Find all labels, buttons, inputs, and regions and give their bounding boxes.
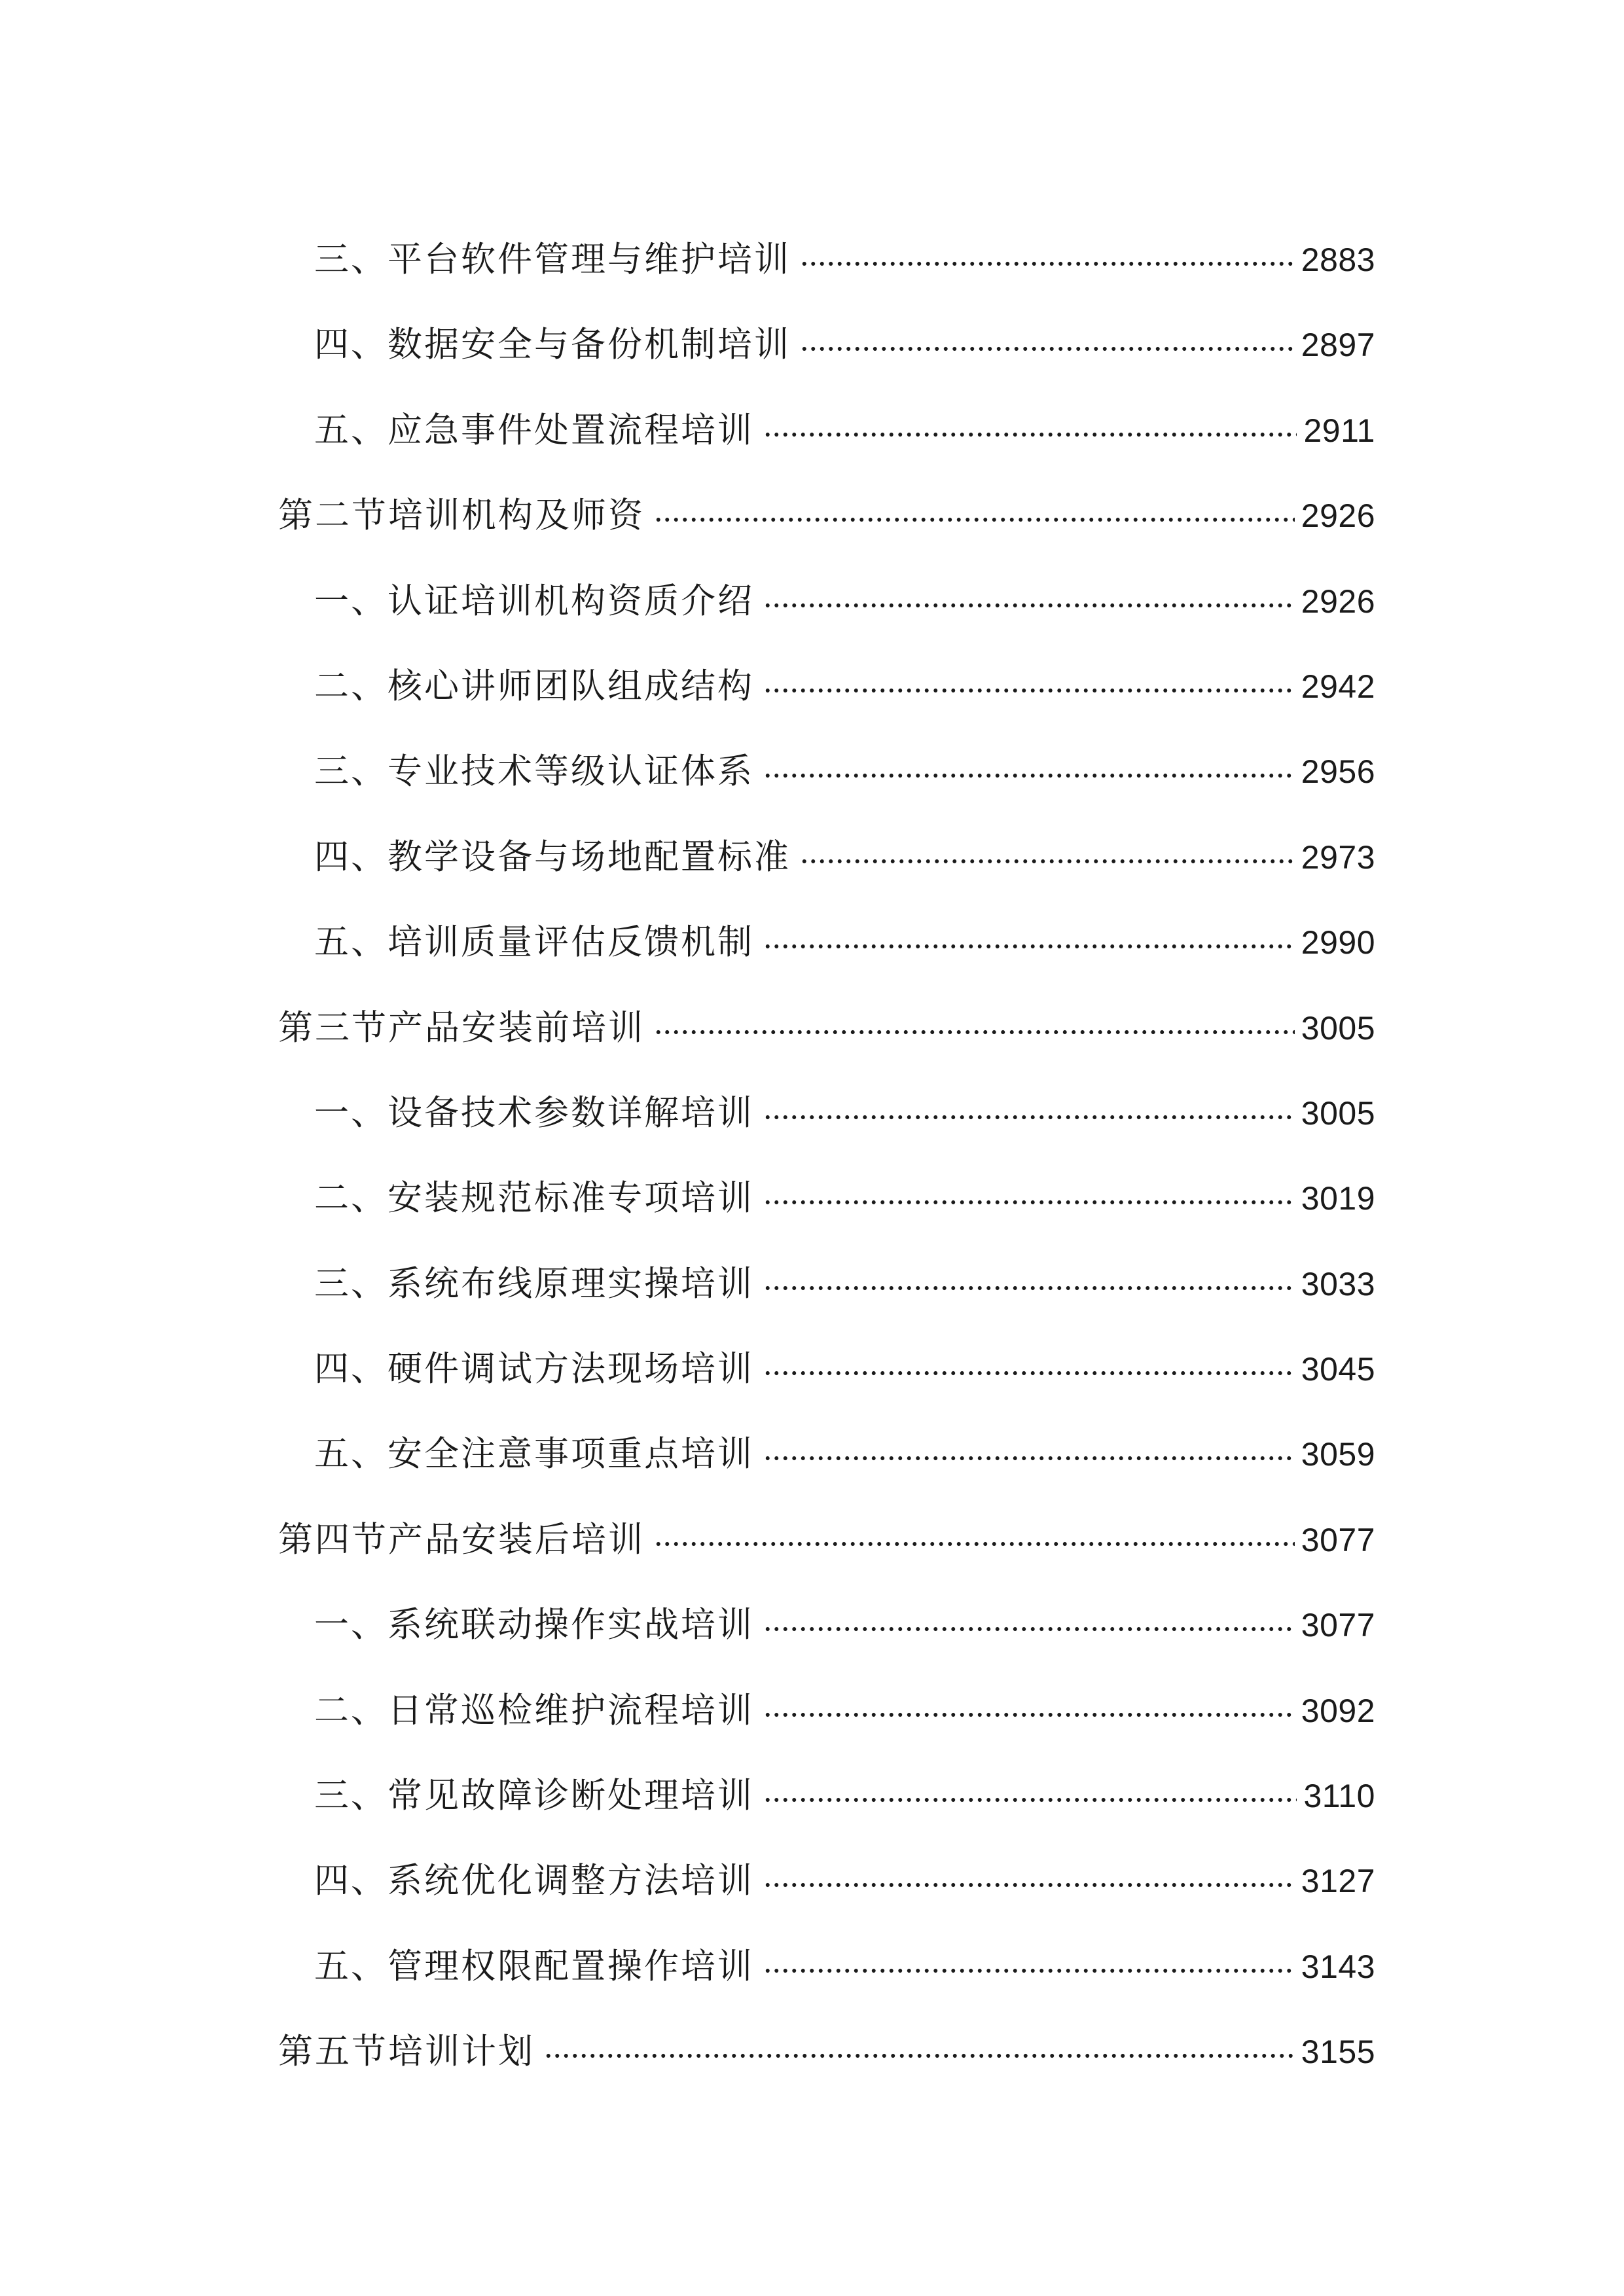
toc-entry-page-number: 3092 <box>1301 1692 1375 1729</box>
toc-entry-title: 四、硬件调试方法现场培训 <box>314 1349 754 1390</box>
toc-entry[interactable] <box>0 1318 1624 1403</box>
toc-section-title: 第二节培训机构及师资 <box>278 495 645 536</box>
dot-leader <box>763 1676 1295 1722</box>
toc-entry-title: 三、平台软件管理与维护培训 <box>314 240 791 279</box>
toc-entry-title: 二、安装规范标准专项培训 <box>314 1178 754 1219</box>
toc-entry-title: 三、系统布线原理实操培训 <box>314 1263 754 1304</box>
table-of-contents <box>0 208 1624 2086</box>
dot-leader <box>654 481 1295 527</box>
dot-leader <box>800 225 1295 271</box>
toc-entry-title: 一、系统联动操作实战培训 <box>314 1605 754 1645</box>
toc-entry[interactable] <box>0 1062 1624 1147</box>
toc-entry-page-number: 3077 <box>1301 1607 1375 1644</box>
toc-entry[interactable] <box>0 379 1624 464</box>
toc-entry[interactable] <box>0 208 1624 293</box>
toc-entry-title: 四、系统优化调整方法培训 <box>314 1861 754 1901</box>
toc-entry-page-number: 3019 <box>1301 1180 1375 1217</box>
dot-leader <box>763 1249 1295 1295</box>
toc-entry-page-number: 3059 <box>1301 1436 1375 1473</box>
dot-leader <box>763 396 1297 442</box>
dot-leader <box>800 823 1295 869</box>
toc-entry[interactable] <box>0 1573 1624 1659</box>
toc-entry-page-number: 3005 <box>1301 1094 1375 1132</box>
toc-entry[interactable] <box>0 1147 1624 1232</box>
toc-section-entry[interactable] <box>0 1488 1624 1573</box>
toc-entry[interactable] <box>0 635 1624 720</box>
toc-entry-page-number: 2990 <box>1301 924 1375 961</box>
toc-section-title: 第四节产品安装后培训 <box>278 1519 645 1560</box>
dot-leader <box>654 1505 1295 1551</box>
toc-entry-page-number: 3005 <box>1301 1009 1375 1047</box>
toc-entry-title: 二、日常巡检维护流程培训 <box>314 1690 754 1731</box>
toc-entry-page-number: 2973 <box>1301 838 1375 876</box>
toc-entry-title: 一、设备技术参数详解培训 <box>314 1092 754 1133</box>
toc-entry[interactable] <box>0 720 1624 805</box>
dot-leader <box>763 1164 1295 1210</box>
toc-entry[interactable] <box>0 891 1624 976</box>
toc-entry[interactable] <box>0 293 1624 378</box>
toc-entry-page-number: 2942 <box>1301 668 1375 705</box>
toc-entry[interactable] <box>0 1232 1624 1318</box>
toc-entry-page-number: 3110 <box>1303 1778 1375 1815</box>
toc-entry-title: 一、认证培训机构资质介绍 <box>314 581 754 621</box>
toc-entry-title: 五、管理权限配置操作培训 <box>314 1946 754 1986</box>
dot-leader <box>763 908 1295 954</box>
toc-entry-page-number: 2911 <box>1303 412 1375 449</box>
dot-leader <box>763 737 1295 783</box>
dot-leader <box>763 567 1295 613</box>
dot-leader <box>763 1846 1295 1892</box>
toc-section-title: 第三节产品安装前培训 <box>278 1007 645 1048</box>
dot-leader <box>800 310 1295 356</box>
dot-leader <box>763 1079 1295 1124</box>
toc-entry-page-number: 2926 <box>1301 497 1375 535</box>
toc-entry[interactable] <box>0 550 1624 635</box>
dot-leader <box>654 994 1295 1039</box>
toc-entry-page-number: 3155 <box>1301 2034 1375 2071</box>
toc-entry-title: 五、培训质量评估反馈机制 <box>314 922 754 963</box>
toc-entry-title: 三、专业技术等级认证体系 <box>314 751 754 792</box>
toc-section-entry[interactable] <box>0 977 1624 1062</box>
toc-entry[interactable] <box>0 1659 1624 1744</box>
toc-entry-title: 五、安全注意事项重点培训 <box>314 1434 754 1475</box>
dot-leader <box>763 1420 1295 1465</box>
toc-section-title: 第五节培训计划 <box>278 2032 535 2072</box>
toc-section-entry[interactable] <box>0 2000 1624 2085</box>
dot-leader <box>763 1932 1295 1978</box>
toc-entry[interactable] <box>0 1915 1624 2000</box>
toc-entry-title: 四、数据安全与备份机制培训 <box>314 325 791 365</box>
toc-entry-title: 五、应急事件处置流程培训 <box>314 410 754 450</box>
toc-entry-page-number: 3045 <box>1301 1351 1375 1388</box>
toc-entry-title: 二、核心讲师团队组成结构 <box>314 666 754 706</box>
dot-leader <box>763 1590 1295 1636</box>
toc-entry-page-number: 3077 <box>1301 1521 1375 1558</box>
toc-entry-title: 三、常见故障诊断处理培训 <box>314 1776 754 1816</box>
toc-entry-page-number: 3033 <box>1301 1265 1375 1302</box>
toc-entry-page-number: 3143 <box>1301 1948 1375 1985</box>
toc-entry-page-number: 2897 <box>1301 327 1375 364</box>
toc-entry-page-number: 2883 <box>1301 242 1375 278</box>
toc-entry[interactable] <box>0 1744 1624 1829</box>
toc-entry[interactable] <box>0 1829 1624 1914</box>
toc-section-entry[interactable] <box>0 464 1624 549</box>
dot-leader <box>544 2017 1295 2063</box>
dot-leader <box>763 1761 1297 1807</box>
dot-leader <box>763 1335 1295 1380</box>
toc-entry-title: 四、教学设备与场地配置标准 <box>314 836 791 877</box>
toc-entry[interactable] <box>0 806 1624 891</box>
dot-leader <box>763 652 1295 698</box>
toc-entry[interactable] <box>0 1403 1624 1488</box>
toc-entry-page-number: 2956 <box>1301 753 1375 791</box>
toc-entry-page-number: 2926 <box>1301 583 1375 620</box>
toc-entry-page-number: 3127 <box>1301 1863 1375 1900</box>
